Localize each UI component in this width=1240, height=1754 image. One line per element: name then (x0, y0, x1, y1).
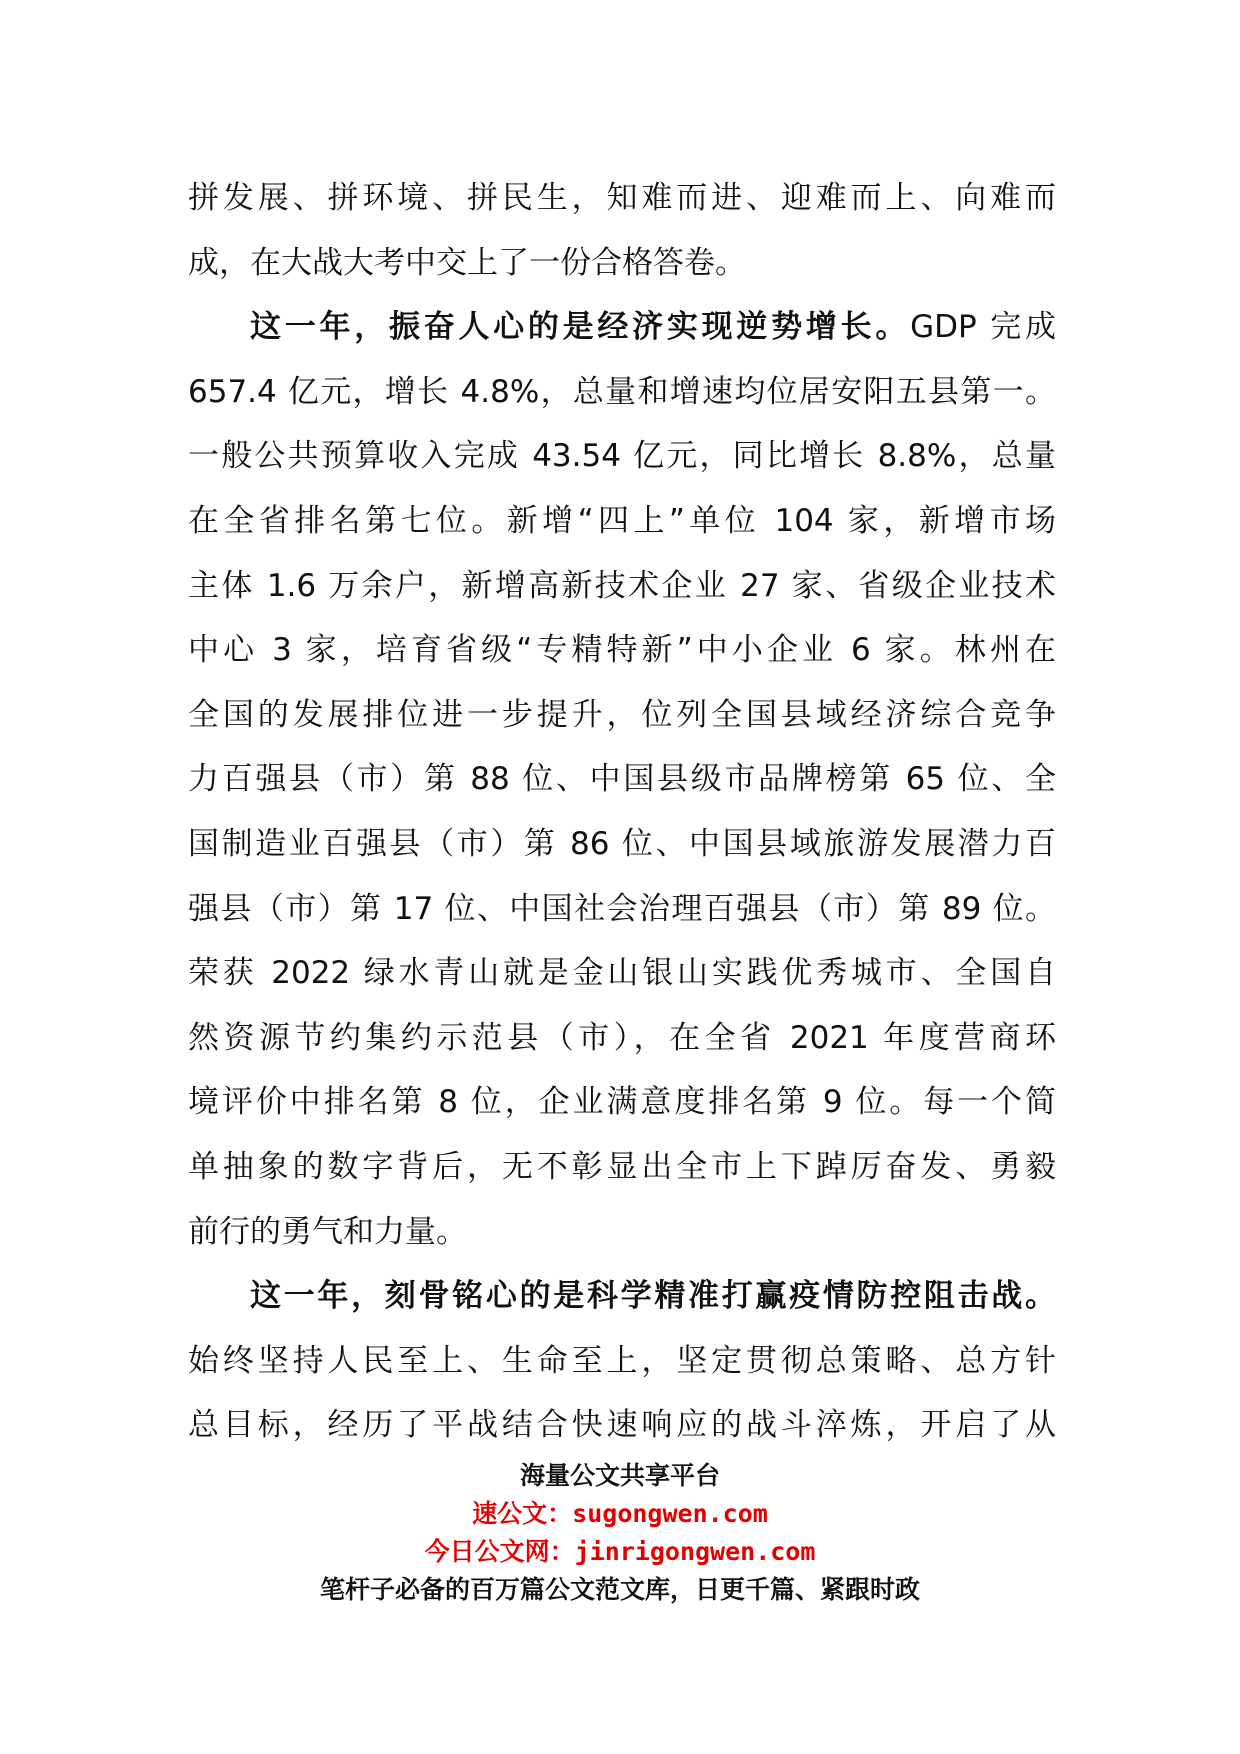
text-line (188, 1135, 1056, 1200)
site2-name: 今日公文网： (424, 1537, 575, 1566)
footer-site-sugongwen[interactable] (0, 1495, 1240, 1533)
line-text: 全国的发展排位进一步提升，位列全国县域经济综合竞争 (188, 696, 1056, 733)
text-line (188, 1264, 1056, 1329)
text-line (188, 295, 1056, 360)
line-text: 始终坚持人民至上、生命至上，坚定贯彻总策略、总方针 (188, 1342, 1056, 1379)
text-line (188, 683, 1056, 748)
line-text: 力百强县（市）第 88 位、中国县级市品牌榜第 65 位、全 (188, 761, 1056, 798)
document-body (188, 166, 1056, 1458)
line-text: 一般公共预算收入完成 43.54 亿元，同比增长 8.8%，总量 (188, 438, 1056, 475)
line-text: 荣获 2022 绿水青山就是金山银山实践优秀城市、全国自 (188, 955, 1056, 992)
line-text: 成，在大战大考中交上了一份合格答卷。 (188, 244, 746, 281)
text-line (188, 1200, 1056, 1265)
line-text: 境评价中排名第 8 位，企业满意度排名第 9 位。每一个简 (188, 1084, 1056, 1121)
text-line (188, 941, 1056, 1006)
text-line (188, 618, 1056, 683)
footer-slogan: 笔杆子必备的百万篇公文范文库，日更千篇、紧跟时政 (319, 1575, 920, 1604)
footer-site-jinrigongwen[interactable] (0, 1533, 1240, 1571)
site2-url[interactable]: jinrigongwen.com (574, 1537, 816, 1566)
line-text: GDP 完成 (910, 309, 1056, 346)
footer-platform-title: 海量公文共享平台 (519, 1461, 720, 1490)
line-text: 然资源节约集约示范县（市），在全省 2021 年度营商环 (188, 1019, 1056, 1056)
section-lead-sentence: 这一年，振奋人心的是经济实现逆势增长。 (250, 309, 911, 346)
line-text: 中心 3 家，培育省级“专精特新”中小企业 6 家。林州在 (188, 632, 1056, 669)
site1-name: 速公文： (472, 1499, 573, 1528)
site1-url[interactable]: sugongwen.com (572, 1499, 768, 1528)
text-line (188, 1006, 1056, 1071)
text-line (188, 877, 1056, 942)
text-line (188, 166, 1056, 231)
text-line (188, 360, 1056, 425)
text-line (188, 231, 1056, 296)
line-text: 拼发展、拼环境、拼民生，知难而进、迎难而上、向难而 (188, 180, 1056, 216)
line-text: 强县（市）第 17 位、中国社会治理百强县（市）第 89 位。 (188, 890, 1056, 927)
line-text: 前行的勇气和力量。 (188, 1213, 467, 1250)
text-line (188, 1329, 1056, 1394)
line-text: 国制造业百强县（市）第 86 位、中国县域旅游发展潜力百 (188, 825, 1056, 862)
line-text: 657.4 亿元，增长 4.8%，总量和增速均位居安阳五县第一。 (188, 373, 1056, 410)
text-line (188, 1393, 1056, 1458)
text-line (188, 1070, 1056, 1135)
footer-banner (0, 1457, 1240, 1609)
line-text: 总目标，经历了平战结合快速响应的战斗淬炼，开启了从 (188, 1407, 1056, 1444)
text-line (188, 554, 1056, 619)
text-line (188, 424, 1056, 489)
text-line (188, 812, 1056, 877)
text-line (188, 489, 1056, 554)
line-text: 单抽象的数字背后，无不彰显出全市上下踔厉奋发、勇毅 (188, 1148, 1056, 1185)
section-lead-sentence: 这一年，刻骨铭心的是科学精准打赢疫情防控阻击战。 (250, 1278, 1056, 1315)
line-text: 主体 1.6 万余户，新增高新技术企业 27 家、省级企业技术 (188, 567, 1056, 604)
line-text: 在全省排名第七位。新增“四上”单位 104 家，新增市场 (188, 502, 1056, 539)
text-line (188, 747, 1056, 812)
